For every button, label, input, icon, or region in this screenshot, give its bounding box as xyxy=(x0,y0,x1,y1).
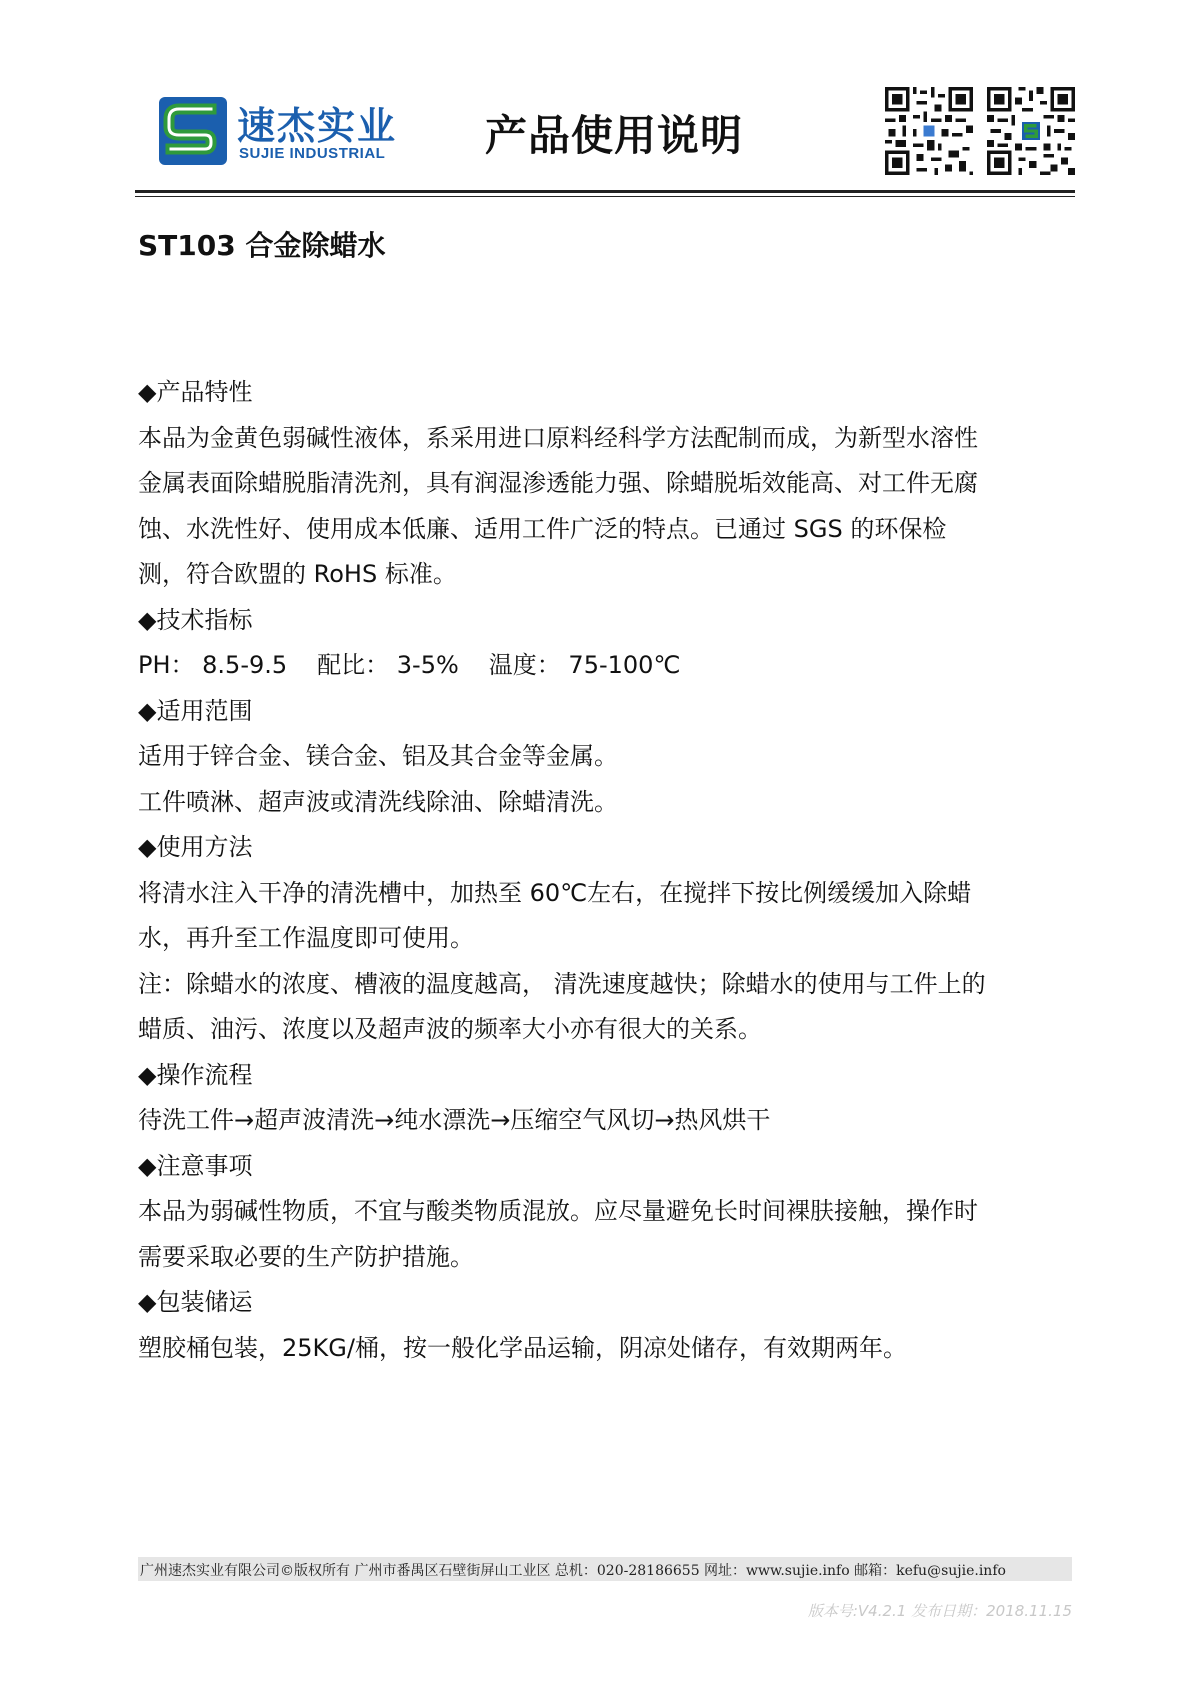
page-header xyxy=(135,80,1075,190)
paragraph-line: 金属表面除蜡脱脂清洗剂，具有润湿渗透能力强、除蜡脱垢效能高、对工件无腐 xyxy=(138,469,978,497)
company-logo xyxy=(159,95,419,175)
product-title: ST103 合金除蜡水 xyxy=(138,229,386,262)
header-rule-thin xyxy=(135,196,1075,197)
paragraph-line: 本品为弱碱性物质，不宜与酸类物质混放。应尽量避免长时间裸肤接触，操作时 xyxy=(138,1197,978,1225)
paragraph-line: 将清水注入干净的清洗槽中，加热至 60℃左右，在搅拌下按比例缓缓加入除蜡 xyxy=(138,878,972,907)
section-heading-scope: ◆适用范围 xyxy=(138,696,253,725)
section-heading-packaging: ◆包装储运 xyxy=(138,1288,253,1316)
footer-contact: 广州速杰实业有限公司©版权所有 广州市番禺区石壁街屏山工业区 总机：020-28186655 网址：www.sujie.info 邮箱：kefu@sujie.info xyxy=(140,1563,1006,1579)
paragraph-line: 测，符合欧盟的 RoHS 标准。 xyxy=(138,560,457,588)
document-title: 产品使用说明 xyxy=(485,111,744,160)
paragraph-line: 本品为金黄色弱碱性液体，系采用进口原料经科学方法配制而成，为新型水溶性 xyxy=(138,423,978,452)
paragraph-line: 需要采取必要的生产防护措施。 xyxy=(138,1242,474,1271)
paragraph-line: 待洗工件→超声波清洗→纯水漂洗→压缩空气风切→热风烘干 xyxy=(138,1106,771,1134)
document-body xyxy=(138,370,1073,1371)
specs-line xyxy=(138,643,1073,689)
spec-ratio: 配比： 3-5% xyxy=(317,651,459,679)
qr-code-icon xyxy=(987,87,1075,175)
section-heading-features: ◆产品特性 xyxy=(138,378,253,406)
spec-ph: PH： 8.5-9.5 xyxy=(138,651,288,679)
company-name-cn: 速杰实业 xyxy=(237,104,398,148)
section-heading-usage: ◆使用方法 xyxy=(138,833,253,861)
paragraph-line: 注：除蜡水的浓度、槽液的温度越高， 清洗速度越快；除蜡水的使用与工件上的 xyxy=(138,969,986,998)
section-heading-process: ◆操作流程 xyxy=(138,1060,253,1089)
section-heading-specs: ◆技术指标 xyxy=(138,605,253,634)
paragraph-line: 工件喷淋、超声波或清洗线除油、除蜡清洗。 xyxy=(138,787,618,816)
paragraph-line: 蚀、水洗性好、使用成本低廉、适用工件广泛的特点。已通过 SGS 的环保检 xyxy=(138,514,947,543)
company-name-en: SUJIE INDUSTRIAL xyxy=(239,145,386,162)
header-rule xyxy=(135,190,1075,193)
paragraph-line: 水，再升至工作温度即可使用。 xyxy=(138,924,474,952)
spec-temperature: 温度： 75-100℃ xyxy=(488,651,681,679)
paragraph-line: 适用于锌合金、镁合金、铝及其合金等金属。 xyxy=(138,742,618,770)
logo-s-icon xyxy=(159,97,227,165)
version-info: 版本号:V4.2.1 发布日期：2018.11.15 xyxy=(807,1602,1072,1620)
paragraph-line: 蜡质、油污、浓度以及超声波的频率大小亦有很大的关系。 xyxy=(138,1015,762,1043)
qr-code-icon xyxy=(885,87,973,175)
paragraph-line: 塑胶桶包装，25KG/桶，按一般化学品运输，阴凉处储存，有效期两年。 xyxy=(138,1333,907,1362)
section-heading-notes: ◆注意事项 xyxy=(138,1151,253,1180)
